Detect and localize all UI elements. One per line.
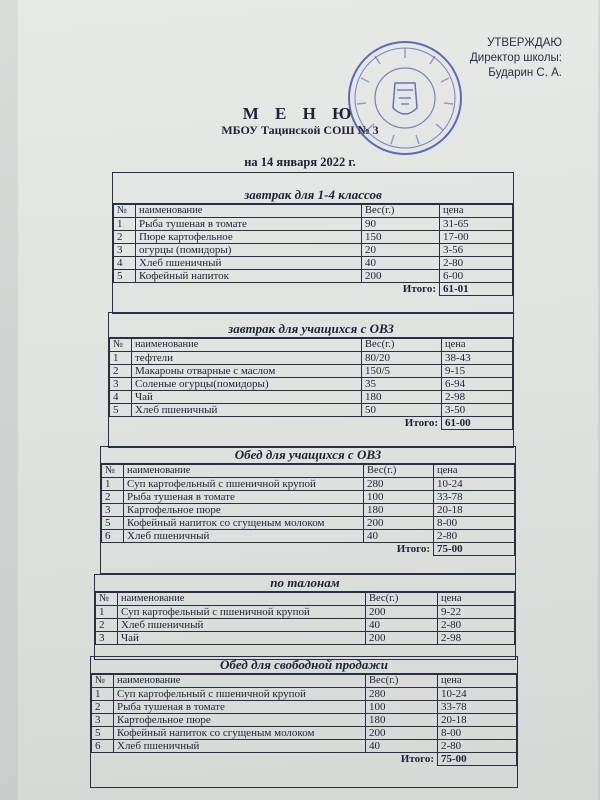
- table-header: [114, 205, 513, 218]
- row-weight: 40: [364, 530, 434, 543]
- menu-title: М Е Н Ю: [242, 104, 358, 123]
- table-row: [114, 231, 513, 244]
- row-weight: 200: [362, 270, 440, 283]
- table-row: [110, 365, 513, 378]
- col-price: цена: [438, 675, 517, 688]
- row-name: Кофейный напиток со сгущеным молоком: [124, 517, 364, 530]
- col-price: цена: [434, 465, 515, 478]
- row-name: Хлеб пшеничный: [136, 257, 362, 270]
- col-num: №: [110, 339, 132, 352]
- total-value: 75-00: [434, 543, 515, 556]
- row-weight: 200: [364, 517, 434, 530]
- total-row: [102, 543, 515, 556]
- row-num: 2: [102, 491, 124, 504]
- row-num: 4: [114, 257, 136, 270]
- total-row: [110, 417, 513, 430]
- row-name: Суп картофельный с пшеничной крупой: [118, 606, 366, 619]
- row-num: 3: [102, 504, 124, 517]
- table-row: [114, 257, 513, 270]
- col-weight: Вес(г.): [364, 465, 434, 478]
- row-weight: 20: [362, 244, 440, 257]
- row-num: 5: [102, 517, 124, 530]
- row-num: 2: [96, 619, 118, 632]
- row-price: 8-00: [434, 517, 515, 530]
- table-row: [92, 740, 517, 753]
- table-row: [102, 478, 515, 491]
- row-name: огурцы (помидоры): [136, 244, 362, 257]
- table-row: [110, 404, 513, 417]
- approval-name: Бударин С. А.: [488, 67, 562, 79]
- table-row: [110, 378, 513, 391]
- col-price: цена: [440, 205, 513, 218]
- col-weight: Вес(г.): [366, 675, 438, 688]
- menu-table: [95, 592, 515, 645]
- row-price: 20-18: [438, 714, 517, 727]
- col-name: наименование: [114, 675, 366, 688]
- row-weight: 35: [362, 378, 442, 391]
- menu-table: [113, 204, 513, 296]
- section-breakfast-1-4: [112, 172, 514, 314]
- total-label: Итого:: [400, 753, 434, 766]
- col-name: наименование: [132, 339, 362, 352]
- table-row: [114, 218, 513, 231]
- row-weight: 280: [366, 688, 438, 701]
- section-breakfast-ovz: [108, 312, 514, 448]
- table-row: [102, 504, 515, 517]
- col-weight: Вес(г.): [366, 593, 438, 606]
- row-num: 1: [102, 478, 124, 491]
- row-num: 3: [114, 244, 136, 257]
- row-num: 1: [96, 606, 118, 619]
- row-price: 2-80: [438, 740, 517, 753]
- row-weight: 40: [366, 619, 438, 632]
- total-value: 61-00: [442, 417, 513, 430]
- section-title: Обед для свободной продажи: [91, 657, 517, 674]
- row-num: 1: [92, 688, 114, 701]
- section-title: завтрак для 1-4 классов: [113, 187, 513, 204]
- col-name: наименование: [136, 205, 362, 218]
- row-name: Картофельное пюре: [114, 714, 366, 727]
- row-price: 8-00: [438, 727, 517, 740]
- row-num: 4: [110, 391, 132, 404]
- table-row: [92, 688, 517, 701]
- col-name: наименование: [124, 465, 364, 478]
- row-weight: 180: [362, 391, 442, 404]
- row-weight: 40: [366, 740, 438, 753]
- col-name: наименование: [118, 593, 366, 606]
- row-num: 1: [110, 352, 132, 365]
- row-name: Пюре картофельное: [136, 231, 362, 244]
- row-name: Рыба тушеная в томате: [124, 491, 364, 504]
- col-weight: Вес(г.): [362, 205, 440, 218]
- section-coupons: [94, 574, 516, 660]
- table-row: [96, 606, 515, 619]
- row-name: Хлеб пшеничный: [124, 530, 364, 543]
- row-name: Кофейный напиток со сгущеным молоком: [114, 727, 366, 740]
- row-weight: 180: [364, 504, 434, 517]
- row-num: 1: [114, 218, 136, 231]
- row-weight: 50: [362, 404, 442, 417]
- row-weight: 200: [366, 727, 438, 740]
- row-name: Соленые огурцы(помидоры): [132, 378, 362, 391]
- total-value: 61-01: [440, 283, 513, 296]
- total-value: 75-00: [438, 753, 517, 766]
- table-header: [96, 593, 515, 606]
- row-price: 10-24: [438, 688, 517, 701]
- row-weight: 150/5: [362, 365, 442, 378]
- table-header: [110, 339, 513, 352]
- menu-table: [91, 674, 517, 766]
- row-weight: 80/20: [362, 352, 442, 365]
- row-name: Хлеб пшеничный: [132, 404, 362, 417]
- row-price: 38-43: [442, 352, 513, 365]
- row-price: 2-80: [434, 530, 515, 543]
- row-weight: 200: [366, 632, 438, 645]
- menu-table: [101, 464, 515, 556]
- total-label: Итого:: [404, 417, 438, 430]
- row-num: 5: [114, 270, 136, 283]
- row-price: 9-22: [438, 606, 515, 619]
- row-price: 6-94: [442, 378, 513, 391]
- approval-heading: УТВЕРЖДАЮ: [487, 37, 562, 49]
- total-row: [92, 753, 517, 766]
- table-row: [102, 530, 515, 543]
- row-name: Картофельное пюре: [124, 504, 364, 517]
- row-num: 3: [110, 378, 132, 391]
- row-price: 3-56: [440, 244, 513, 257]
- row-price: 20-18: [434, 504, 515, 517]
- total-label: Итого:: [396, 543, 430, 556]
- row-weight: 100: [364, 491, 434, 504]
- table-row: [96, 632, 515, 645]
- row-name: Хлеб пшеничный: [114, 740, 366, 753]
- row-price: 2-98: [438, 632, 515, 645]
- col-num: №: [92, 675, 114, 688]
- row-price: 2-80: [438, 619, 515, 632]
- menu-date: на 14 января 2022 г.: [244, 155, 356, 169]
- row-name: Суп картофельный с пшеничной крупой: [114, 688, 366, 701]
- col-weight: Вес(г.): [362, 339, 442, 352]
- table-row: [114, 270, 513, 283]
- table-row: [96, 619, 515, 632]
- row-num: 2: [110, 365, 132, 378]
- table-row: [92, 727, 517, 740]
- section-title: завтрак для учащихся с ОВЗ: [109, 321, 513, 338]
- row-weight: 90: [362, 218, 440, 231]
- table-header: [92, 675, 517, 688]
- school-name: МБОУ Тацинской СОШ № 3: [221, 123, 379, 137]
- row-price: 33-78: [438, 701, 517, 714]
- row-price: 33-78: [434, 491, 515, 504]
- row-name: Чай: [118, 632, 366, 645]
- col-price: цена: [442, 339, 513, 352]
- table-row: [110, 352, 513, 365]
- table-row: [110, 391, 513, 404]
- row-weight: 280: [364, 478, 434, 491]
- row-weight: 40: [362, 257, 440, 270]
- section-title: Обед для учащихся с ОВЗ: [101, 447, 515, 464]
- section-lunch-ovz: [100, 446, 516, 574]
- row-name: Чай: [132, 391, 362, 404]
- row-weight: 150: [362, 231, 440, 244]
- school-seal-stamp: [345, 38, 465, 158]
- row-num: 3: [92, 714, 114, 727]
- approval-position: Директор школы:: [470, 52, 562, 64]
- row-name: Рыба тушеная в томате: [136, 218, 362, 231]
- row-price: 10-24: [434, 478, 515, 491]
- row-name: Рыба тушеная в томате: [114, 701, 366, 714]
- row-name: Макароны отварные с маслом: [132, 365, 362, 378]
- row-weight: 200: [366, 606, 438, 619]
- row-name: Кофейный напиток: [136, 270, 362, 283]
- row-price: 2-98: [442, 391, 513, 404]
- row-weight: 100: [366, 701, 438, 714]
- row-price: 3-50: [442, 404, 513, 417]
- total-row: [114, 283, 513, 296]
- row-num: 6: [102, 530, 124, 543]
- row-price: 6-00: [440, 270, 513, 283]
- table-row: [92, 701, 517, 714]
- table-row: [114, 244, 513, 257]
- row-name: Хлеб пшеничный: [118, 619, 366, 632]
- row-num: 2: [114, 231, 136, 244]
- row-num: 2: [92, 701, 114, 714]
- table-row: [102, 517, 515, 530]
- approval-block: [470, 36, 562, 81]
- row-price: 2-80: [440, 257, 513, 270]
- row-num: 3: [96, 632, 118, 645]
- section-lunch-free-sale: [90, 656, 518, 788]
- row-price: 17-00: [440, 231, 513, 244]
- table-row: [102, 491, 515, 504]
- section-title: по талонам: [95, 575, 515, 592]
- row-price: 31-65: [440, 218, 513, 231]
- row-num: 5: [110, 404, 132, 417]
- total-label: Итого:: [402, 283, 436, 296]
- row-num: 6: [92, 740, 114, 753]
- menu-table: [109, 338, 513, 430]
- table-row: [92, 714, 517, 727]
- col-price: цена: [438, 593, 515, 606]
- row-num: 5: [92, 727, 114, 740]
- col-num: №: [96, 593, 118, 606]
- table-header: [102, 465, 515, 478]
- row-name: Суп картофельный с пшеничной крупой: [124, 478, 364, 491]
- col-num: №: [102, 465, 124, 478]
- row-price: 9-15: [442, 365, 513, 378]
- col-num: №: [114, 205, 136, 218]
- row-weight: 180: [366, 714, 438, 727]
- row-name: тефтели: [132, 352, 362, 365]
